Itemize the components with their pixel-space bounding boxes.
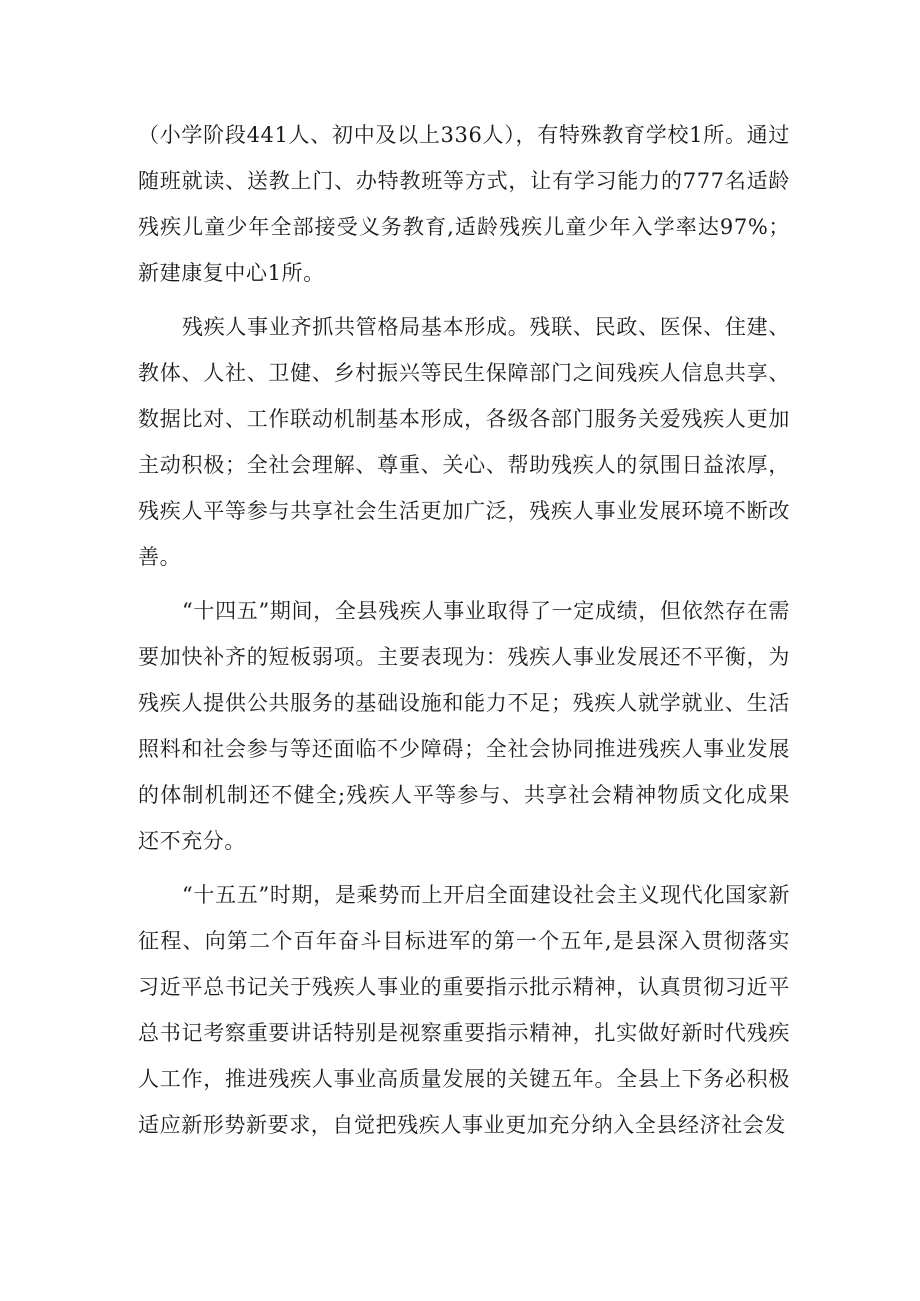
paragraph-4: “十五五”时期，是乘势而上开启全面建设社会主义现代化国家新征程、向第二个百年奋斗目标进军的第一个五年,是县深入贯彻落实习近平总书记关于残疾人事业的重要指示批示精神，认真贯彻习近平总书记考察重要讲话特别是视察重要指示精神，扎实做好新时代残疾人工作，推进残疾人事业高质量发展的关键五年。全县上下务必积极适应新形势新要求，自觉把残疾人事业更加充分纳入全县经济社会发 <box>138 883 790 1137</box>
document-body <box>138 112 790 1148</box>
paragraph-2: 残疾人事业齐抓共管格局基本形成。残联、民政、医保、住建、教体、人社、卫健、乡村振兴等民生保障部门之间残疾人信息共享、数据比对、工作联动机制基本形成，各级各部门服务关爱残疾人更加主动积极；全社会理解、尊重、关心、帮助残疾人的氛围日益浓厚，残疾人平等参与共享社会生活更加广泛，残疾人事业发展环境不断改善。 <box>138 315 790 569</box>
paragraph-1: （小学阶段441人、初中及以上336人），有特殊教育学校1所。通过随班就读、送教上门、办特教班等方式，让有学习能力的777名适龄残疾儿童少年全部接受义务教育,适龄残疾儿童少年入学率达97%；新建康复中心1所。 <box>138 123 790 285</box>
paragraph-3: “十四五”期间，全县残疾人事业取得了一定成绩，但依然存在需要加快补齐的短板弱项。主要表现为：残疾人事业发展还不平衡，为残疾人提供公共服务的基础设施和能力不足；残疾人就学就业、生活照料和社会参与等还面临不少障碍；全社会协同推进残疾人事业发展的体制机制还不健全;残疾人平等参与、共享社会精神物质文化成果还不充分。 <box>138 599 790 853</box>
